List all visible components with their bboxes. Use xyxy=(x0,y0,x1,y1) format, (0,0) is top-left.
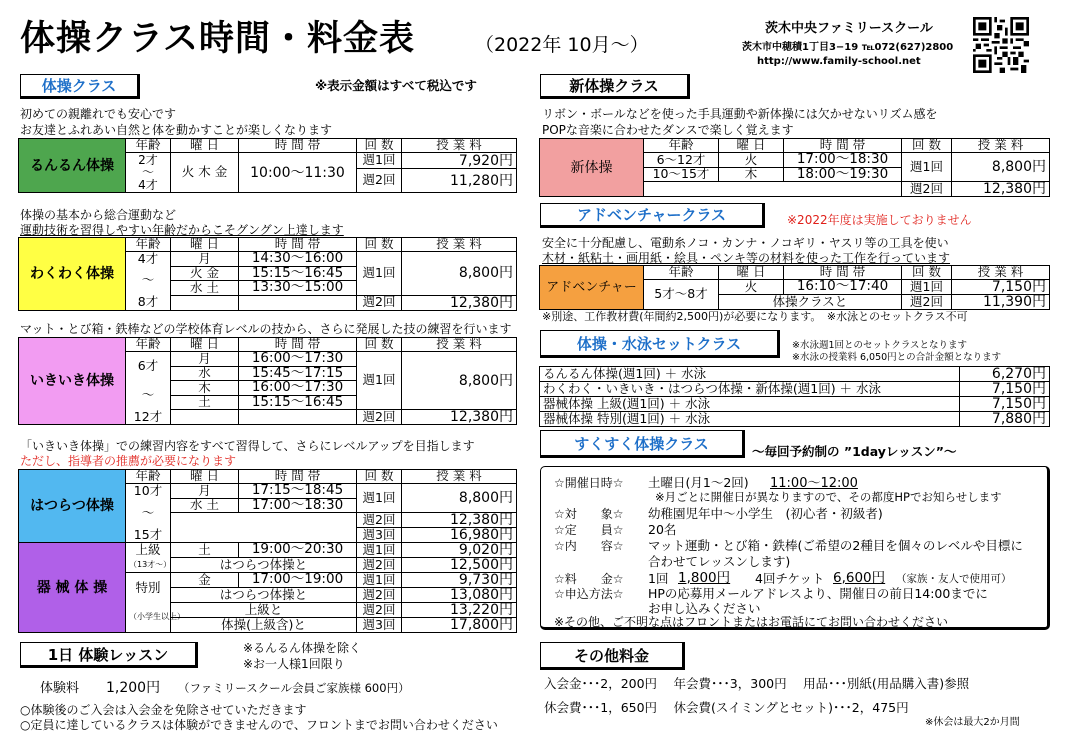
col-fee: 授 業 料 xyxy=(402,470,517,484)
wakuwaku-day-3: 水 土 xyxy=(171,281,239,296)
ikiiki-empty-time xyxy=(239,410,357,425)
sukusuku-value-apply: HPの応募用メールアドレスより、開催日の前日14:00までに xyxy=(648,586,988,601)
swim-set-row-price: 7,150円 xyxy=(960,382,1050,397)
col-age: 年齢 xyxy=(644,266,719,280)
kikai-freq-1: 週1回 xyxy=(357,543,402,558)
kikai-day-1: 土 xyxy=(171,543,239,558)
sukusuku-value-date: 土曜日(月1〜2回) xyxy=(648,475,762,490)
col-freq: 回 数 xyxy=(357,470,402,484)
ikiiki-empty-day xyxy=(171,410,239,425)
adventure-day: 火 xyxy=(719,280,784,295)
wakuwaku-freq-1: 週1回 xyxy=(357,252,402,296)
kikai-freq-4: 週2回 xyxy=(357,588,402,603)
kikai-day-3: 金 xyxy=(171,573,239,588)
ikiiki-label: いきいき体操 xyxy=(19,338,126,425)
ikiiki-time-3: 16:00〜17:30 xyxy=(239,381,357,396)
qr-code-icon xyxy=(973,17,1029,73)
hatsuratsu-freq-1: 週1回 xyxy=(357,484,402,513)
hatsuratsu-fee-1: 8,800円 xyxy=(402,484,517,513)
runrun-label: るんるん体操 xyxy=(19,139,126,193)
taiso-class-header xyxy=(20,74,140,99)
sukusuku-foot-note: ※その他、ご不明な点はフロントまたはお電話にてお問い合わせください xyxy=(554,615,949,629)
sukusuku-value-content: マット運動・とび箱・鉄棒(ご希望の2種目を個々のレベルや目標に xyxy=(648,538,1023,553)
kikai-fee-1: 9,020円 xyxy=(402,543,517,558)
hatsuratsu-freq-2: 週2回 xyxy=(357,513,402,528)
adventure-freq-1: 週1回 xyxy=(902,280,952,295)
wakuwaku-fee-2: 12,380円 xyxy=(402,295,517,310)
swim-set-note-1: ※水泳週1回とのセットクラスとなります xyxy=(792,340,968,351)
hatsuratsu-freq-3: 週3回 xyxy=(357,528,402,543)
ikiiki-age-min: 6才 xyxy=(126,352,171,381)
kikai-time-3: 17:00〜19:00 xyxy=(239,573,357,588)
ikiiki-desc: マット・とび箱・鉄棒などの学校体育レベルの技から、さらに発展した技の練習を行います xyxy=(20,322,512,336)
col-freq: 回 数 xyxy=(357,238,402,252)
col-fee: 授 業 料 xyxy=(402,139,517,153)
hatsuratsu-fee-3: 16,980円 xyxy=(402,528,517,543)
adventure-desc-1: 安全に十分配慮し、電動糸ノコ・カンナ・ノコギリ・ヤスリ等の工具を使い xyxy=(542,236,949,250)
col-day: 曜 日 xyxy=(719,266,784,280)
kikai-combo-3: はつらつ体操と xyxy=(171,588,357,603)
wakuwaku-time-1: 14:30〜16:00 xyxy=(239,252,357,267)
col-time: 時 間 帯 xyxy=(239,238,357,252)
kikai-freq-2: 週2回 xyxy=(357,558,402,573)
adventure-fee-2: 11,390円 xyxy=(952,295,1050,310)
wakuwaku-freq-2: 週2回 xyxy=(357,295,402,310)
ikiiki-day-4: 土 xyxy=(171,395,239,410)
col-freq: 回 数 xyxy=(357,338,402,352)
page-subtitle: （2022年 10月〜） xyxy=(475,34,649,56)
kikai-combo-5: 体操(上級含)と xyxy=(171,618,357,633)
adventure-freq-2: 週2回 xyxy=(902,295,952,310)
new-gym-empty xyxy=(644,182,902,197)
sukusuku-fee-ticket: 6,600円 xyxy=(833,570,886,586)
col-day: 曜 日 xyxy=(171,470,239,484)
kikai-fee-2: 12,500円 xyxy=(402,558,517,573)
new-gym-fee-1: 8,800円 xyxy=(952,153,1050,182)
runrun-fee-1: 7,920円 xyxy=(402,153,517,169)
sukusuku-fee-note: （家族・友人で使用可） xyxy=(896,573,1012,585)
swim-set-row-price: 6,270円 xyxy=(960,367,1050,382)
trial-fee-note: （ファミリースクール会員ご家族様 600円） xyxy=(178,681,410,695)
swim-set-row-label: わくわく・いきいき・はつらつ体操・新体操(週1回) ＋ 水泳 xyxy=(540,382,960,397)
sukusuku-fee-single: 1,800円 xyxy=(678,570,731,586)
col-time: 時 間 帯 xyxy=(784,266,902,280)
adventure-combo: 体操クラスと xyxy=(719,295,902,310)
hatsuratsu-age-tilde: 〜 xyxy=(126,498,171,528)
col-fee: 授 業 料 xyxy=(952,139,1050,153)
col-day: 曜 日 xyxy=(171,139,239,153)
sukusuku-label-target: ☆対 象☆ xyxy=(554,507,624,521)
wakuwaku-day-1: 月 xyxy=(171,252,239,267)
col-freq: 回 数 xyxy=(357,139,402,153)
kikai-fee-3: 9,730円 xyxy=(402,573,517,588)
kikai-freq-5: 週2回 xyxy=(357,603,402,618)
col-freq: 回 数 xyxy=(902,139,952,153)
col-day: 曜 日 xyxy=(171,338,239,352)
runrun-freq-2: 週2回 xyxy=(357,169,402,193)
ikiiki-freq-2: 週2回 xyxy=(357,410,402,425)
new-gym-age-2: 10〜15才 xyxy=(644,167,719,182)
hatsuratsu-day-1: 月 xyxy=(171,484,239,499)
school-url[interactable]: http://www.family-school.net xyxy=(757,56,921,67)
hatsuratsu-age-max: 15才 xyxy=(126,528,171,543)
sukusuku-label-capacity: ☆定 員☆ xyxy=(554,523,624,537)
trial-note-2: ※お一人様1回限り xyxy=(243,657,345,671)
wakuwaku-fee-1: 8,800円 xyxy=(402,252,517,296)
col-day: 曜 日 xyxy=(719,139,784,153)
new-gym-label: 新体操 xyxy=(540,139,644,197)
sukusuku-value-time: 11:00〜12:00 xyxy=(770,476,858,491)
swim-set-table xyxy=(539,366,1050,427)
col-fee: 授 業 料 xyxy=(402,238,517,252)
other-fees-row-2: 休会費･･･1，650円 休会費(スイミングとセット)･･･2，475円 xyxy=(544,700,909,715)
adventure-header xyxy=(540,203,765,228)
sukusuku-header-label: すくすく体操クラス xyxy=(574,434,709,453)
tax-note: ※表示金額はすべて税込です xyxy=(315,78,477,93)
wakuwaku-empty-day xyxy=(171,295,239,310)
wakuwaku-age-tilde: 〜 xyxy=(126,266,171,295)
sukusuku-label-apply: ☆申込方法☆ xyxy=(554,587,624,601)
new-gym-day-2: 木 xyxy=(719,167,784,182)
hatsuratsu-age-min: 10才 xyxy=(126,484,171,499)
runrun-freq-1: 週1回 xyxy=(357,153,402,169)
ikiiki-day-3: 木 xyxy=(171,381,239,396)
col-time: 時 間 帯 xyxy=(239,470,357,484)
new-gym-freq-1: 週1回 xyxy=(902,153,952,182)
ikiiki-day-1: 月 xyxy=(171,352,239,367)
trial-fee-label: 体験料 xyxy=(40,681,80,696)
swim-set-header-label: 体操・水泳セットクラス xyxy=(576,334,742,353)
runrun-time: 10:00〜11:30 xyxy=(239,153,357,193)
runrun-desc-2: お友達とふれあい自然と体を動かすことが楽しくなります xyxy=(20,123,333,137)
hatsuratsu-label: はつらつ体操 xyxy=(19,470,126,543)
other-fees-header-label: その他料金 xyxy=(573,646,649,665)
kikai-fee-4: 13,080円 xyxy=(402,588,517,603)
sukusuku-date-note: ※月ごとに開催日が異なりますので、その都度HPでお知らせします xyxy=(655,490,1002,504)
new-gym-fee-2: 12,380円 xyxy=(952,182,1050,197)
hatsuratsu-desc-1: 「いきいき体操」での練習内容をすべて習得して、さらにレベルアップを目指します xyxy=(20,439,475,453)
wakuwaku-time-3: 13:30〜15:00 xyxy=(239,281,357,296)
col-age: 年齢 xyxy=(126,338,171,352)
col-age: 年齢 xyxy=(126,238,171,252)
wakuwaku-desc-2: 運動技術を習得しやすい年齢だからこそグングン上達します xyxy=(20,223,344,237)
ikiiki-fee-2: 12,380円 xyxy=(402,410,517,425)
swim-set-row-price: 7,150円 xyxy=(960,397,1050,412)
wakuwaku-table xyxy=(18,237,517,311)
wakuwaku-desc-1: 体操の基本から総合運動など xyxy=(20,208,177,222)
trial-note-1: ※るんるん体操を除く xyxy=(243,641,362,655)
ikiiki-age-max: 12才 xyxy=(126,410,171,425)
hatsuratsu-fee-2: 12,380円 xyxy=(402,513,517,528)
adventure-foot-note: ※別途、工作教材費(年間約2,500円)が必要になります。 ※水泳とのセットクラス不可 xyxy=(542,310,968,323)
adventure-age: 5才〜8才 xyxy=(644,280,719,310)
kikai-time-1: 19:00〜20:30 xyxy=(239,543,357,558)
kikai-level-2-age: （小学生以上） xyxy=(126,603,171,633)
wakuwaku-label: わくわく体操 xyxy=(19,238,126,311)
hatsuratsu-desc-2: ただし、指導者の推薦が必要になります xyxy=(20,454,237,468)
wakuwaku-time-2: 15:15〜16:45 xyxy=(239,266,357,281)
ikiiki-age-tilde: 〜 xyxy=(126,381,171,410)
adventure-status-note: ※2022年度は実施しておりません xyxy=(787,213,972,227)
new-gym-header xyxy=(540,74,690,99)
other-fees-row-1: 入会金･･･2，200円 年会費･･･3，300円 用品･･･別紙(用品購入書)参照 xyxy=(544,676,970,691)
swim-set-row-label: るんるん体操(週1回) ＋ 水泳 xyxy=(540,367,960,382)
col-fee: 授 業 料 xyxy=(952,266,1050,280)
kikai-freq-3: 週1回 xyxy=(357,573,402,588)
sukusuku-value-target: 幼稚園児年中〜小学生 (初心者・初級者) xyxy=(648,506,883,521)
runrun-desc-1: 初めての親離れでも安心です xyxy=(20,107,177,121)
hatsuratsu-day-2: 水 土 xyxy=(171,498,239,513)
kikai-fee-5: 13,220円 xyxy=(402,603,517,618)
page-title: 体操クラス時間・料金表 xyxy=(20,19,415,59)
swim-set-note-2: ※水泳の授業料 6,050円との合計金額となります xyxy=(792,352,1002,363)
sukusuku-header xyxy=(540,430,745,458)
adventure-desc-2: 木材・紙粘土・画用紙・絵具・ペンキ等の材料を使った工作を行っています xyxy=(542,251,951,265)
hatsuratsu-empty-block xyxy=(171,513,357,543)
new-gym-age-1: 6〜12才 xyxy=(644,153,719,168)
new-gym-table xyxy=(539,138,1050,197)
wakuwaku-age-min: 4才 xyxy=(126,252,171,267)
kikai-combo-4: 上級と xyxy=(171,603,357,618)
new-gym-desc-1: リボン・ボールなどを使った手具運動や新体操には欠かせないリズム感を xyxy=(542,107,938,121)
sukusuku-label-date: ☆開催日時☆ xyxy=(554,476,624,490)
sukusuku-value-apply-2: お申し込みください xyxy=(648,601,761,616)
kikai-level-1-age: （13才〜） xyxy=(126,558,171,573)
new-gym-time-2: 18:00〜19:30 xyxy=(784,167,902,182)
trial-lesson-header xyxy=(20,642,198,668)
ikiiki-fee-1: 8,800円 xyxy=(402,352,517,410)
col-age: 年齢 xyxy=(644,139,719,153)
col-time: 時 間 帯 xyxy=(784,139,902,153)
col-day: 曜 日 xyxy=(171,238,239,252)
ikiiki-time-1: 16:00〜17:30 xyxy=(239,352,357,367)
taiso-class-header-label: 体操クラス xyxy=(41,77,117,95)
kikai-freq-6: 週3回 xyxy=(357,618,402,633)
kikai-fee-6: 17,800円 xyxy=(402,618,517,633)
runrun-table xyxy=(18,138,517,193)
kikai-combo-1: はつらつ体操と xyxy=(171,558,357,573)
swim-set-row-label: 器械体操 特別(週1回) ＋ 水泳 xyxy=(540,412,960,427)
trial-info-1: ○体験後のご入会は入会金を免除させていただきます xyxy=(20,703,307,717)
school-name: 茨木中央ファミリースクール xyxy=(765,21,933,36)
runrun-days: 火 木 金 xyxy=(171,153,239,193)
hatsuratsu-time-2: 17:00〜18:30 xyxy=(239,498,357,513)
runrun-fee-2: 11,280円 xyxy=(402,169,517,193)
sukusuku-fee-ticket-label: 4回チケット xyxy=(755,571,825,586)
col-time: 時 間 帯 xyxy=(239,338,357,352)
kikai-level-2: 特別 xyxy=(126,573,171,603)
ikiiki-table xyxy=(18,337,517,425)
trial-fee: 1,200円 xyxy=(106,680,161,696)
sukusuku-subtitle: 〜毎回予約制の ”1dayレッスン”〜 xyxy=(752,444,957,459)
runrun-age: 2才 〜 4才 xyxy=(126,153,171,193)
col-age: 年齢 xyxy=(126,470,171,484)
sukusuku-label-content: ☆内 容☆ xyxy=(554,539,624,553)
adventure-fee-1: 7,150円 xyxy=(952,280,1050,295)
col-fee: 授 業 料 xyxy=(402,338,517,352)
ikiiki-time-4: 15:15〜16:45 xyxy=(239,395,357,410)
adventure-header-label: アドベンチャークラス xyxy=(576,206,727,224)
col-time: 時 間 帯 xyxy=(239,139,357,153)
ikiiki-freq-1: 週1回 xyxy=(357,352,402,410)
ikiiki-time-2: 15:45〜17:15 xyxy=(239,366,357,381)
other-fees-header xyxy=(540,642,685,670)
sukusuku-label-fee: ☆料 金☆ xyxy=(554,572,624,586)
kikai-level-1: 上級 xyxy=(126,543,171,558)
new-gym-header-label: 新体操クラス xyxy=(569,77,659,95)
adventure-time: 16:10〜17:40 xyxy=(784,280,902,295)
new-gym-day-1: 火 xyxy=(719,153,784,168)
hatsuratsu-time-1: 17:15〜18:45 xyxy=(239,484,357,499)
new-gym-freq-2: 週2回 xyxy=(902,182,952,197)
wakuwaku-day-2: 火 金 xyxy=(171,266,239,281)
new-gym-time-1: 17:00〜18:30 xyxy=(784,153,902,168)
col-age: 年齢 xyxy=(126,139,171,153)
kikai-label: 器 械 体 操 xyxy=(19,543,126,633)
swim-set-header xyxy=(540,330,780,358)
wakuwaku-age-max: 8才 xyxy=(126,295,171,310)
new-gym-desc-2: POPな音楽に合わせたダンスで楽しく覚えます xyxy=(542,123,794,137)
trial-lesson-header-label: 1日 体験レッスン xyxy=(47,645,169,664)
col-freq: 回 数 xyxy=(902,266,952,280)
other-fees-note: ※休会は最大2か月間 xyxy=(925,717,1020,728)
swim-set-row-price: 7,880円 xyxy=(960,412,1050,427)
adventure-table xyxy=(539,265,1050,310)
ikiiki-day-2: 水 xyxy=(171,366,239,381)
trial-info-2: ○定員に達しているクラスは体験ができませんので、フロントまでお問い合わせください xyxy=(20,718,498,732)
school-address: 茨木市中穂積1丁目3−19 ℡072(627)2800 xyxy=(742,42,954,53)
hatsuratsu-kikai-table xyxy=(18,469,517,633)
swim-set-row-label: 器械体操 上級(週1回) ＋ 水泳 xyxy=(540,397,960,412)
sukusuku-fee-single-label: 1回 xyxy=(648,571,669,586)
sukusuku-value-content-2: 合わせてレッスンします) xyxy=(648,554,791,569)
adventure-label: アドベンチャー xyxy=(540,266,644,310)
sukusuku-value-capacity: 20名 xyxy=(648,522,677,537)
wakuwaku-empty-time xyxy=(239,295,357,310)
